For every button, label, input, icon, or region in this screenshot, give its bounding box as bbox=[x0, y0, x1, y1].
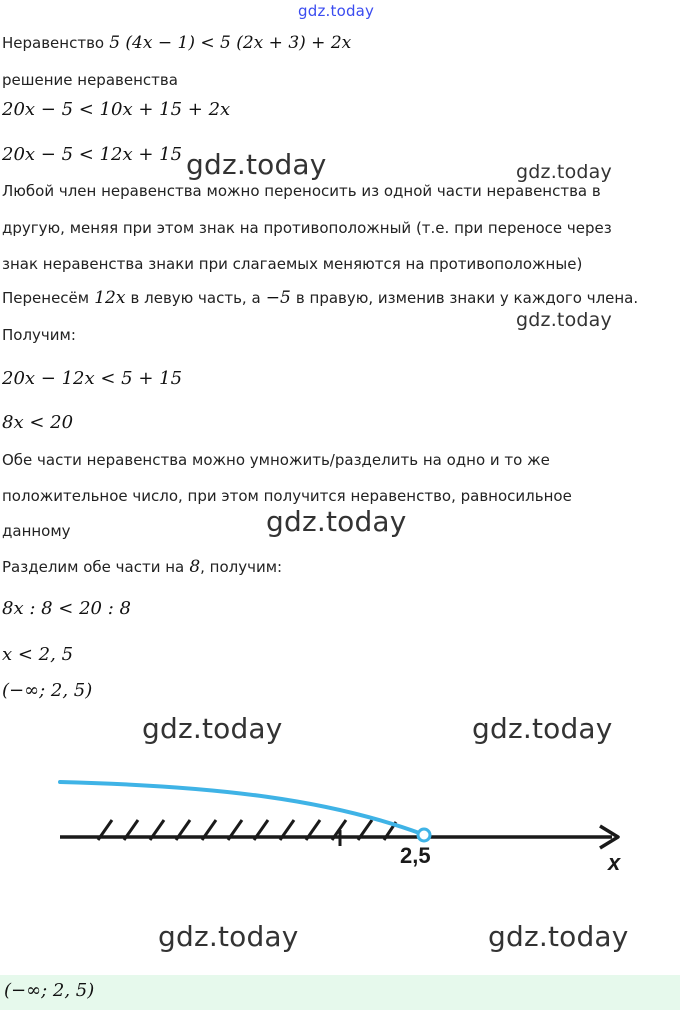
open-point bbox=[418, 829, 430, 841]
watermark-top: gdz.today bbox=[298, 2, 375, 20]
watermark: gdz.today bbox=[472, 712, 613, 745]
watermark: gdz.today bbox=[516, 309, 612, 331]
statement-math: 5 (4x − 1) < 5 (2x + 3) + 2x bbox=[109, 33, 352, 53]
rule-text-line: положительное число, при этом получится неравенство, равносильное bbox=[2, 487, 572, 505]
answer-text: (−∞; 2, 5) bbox=[4, 980, 95, 1001]
transfer-text: в правую, изменив знаки у каждого члена. bbox=[295, 289, 639, 307]
step-divide: 8x : 8 < 20 : 8 bbox=[2, 598, 131, 619]
inequality-statement bbox=[2, 33, 351, 53]
transfer-sentence bbox=[2, 288, 638, 308]
step-expand: 20x − 5 < 10x + 15 + 2x bbox=[2, 99, 231, 120]
rule-text-line: другую, меняя при этом знак на противоположный (т.е. при переносе через bbox=[2, 219, 612, 237]
watermark: gdz.today bbox=[142, 712, 283, 745]
answer-bar bbox=[0, 975, 680, 1010]
rule-text-line: Обе части неравенства можно умножить/разделить на одно и то же bbox=[2, 451, 550, 469]
step-result: x < 2, 5 bbox=[2, 644, 74, 665]
watermark: gdz.today bbox=[158, 920, 299, 953]
interval-result: (−∞; 2, 5) bbox=[2, 680, 93, 701]
divide-text: , получим: bbox=[200, 558, 283, 576]
point-label: 2,5 bbox=[400, 843, 431, 868]
transfer-term: −5 bbox=[265, 288, 291, 308]
transfer-term: 12x bbox=[94, 288, 126, 308]
watermark: gdz.today bbox=[516, 161, 612, 183]
rule-text-line: данному bbox=[2, 522, 71, 540]
step-combine: 8x < 20 bbox=[2, 412, 74, 433]
solution-heading: решение неравенства bbox=[2, 71, 178, 89]
watermark: gdz.today bbox=[488, 920, 629, 953]
rule-text-line: знак неравенства знаки при слагаемых меняются на противоположные) bbox=[2, 255, 583, 273]
number-line-figure bbox=[0, 760, 680, 880]
step-simplify: 20x − 5 < 12x + 15 bbox=[2, 144, 183, 165]
divide-number: 8 bbox=[189, 557, 201, 577]
watermark: gdz.today bbox=[186, 148, 327, 181]
step-collect: 20x − 12x < 5 + 15 bbox=[2, 368, 183, 389]
watermark: gdz.today bbox=[266, 505, 407, 538]
rule-text-line: Любой член неравенства можно переносить из одной части неравенства в bbox=[2, 182, 601, 200]
transfer-text: Перенесём bbox=[2, 289, 90, 307]
transfer-text: в левую часть, а bbox=[130, 289, 261, 307]
divide-sentence bbox=[2, 557, 282, 577]
statement-label: Неравенство bbox=[2, 34, 105, 52]
divide-text: Разделим обе части на bbox=[2, 558, 185, 576]
result-label: Получим: bbox=[2, 326, 76, 344]
axis-label: x bbox=[608, 850, 621, 875]
